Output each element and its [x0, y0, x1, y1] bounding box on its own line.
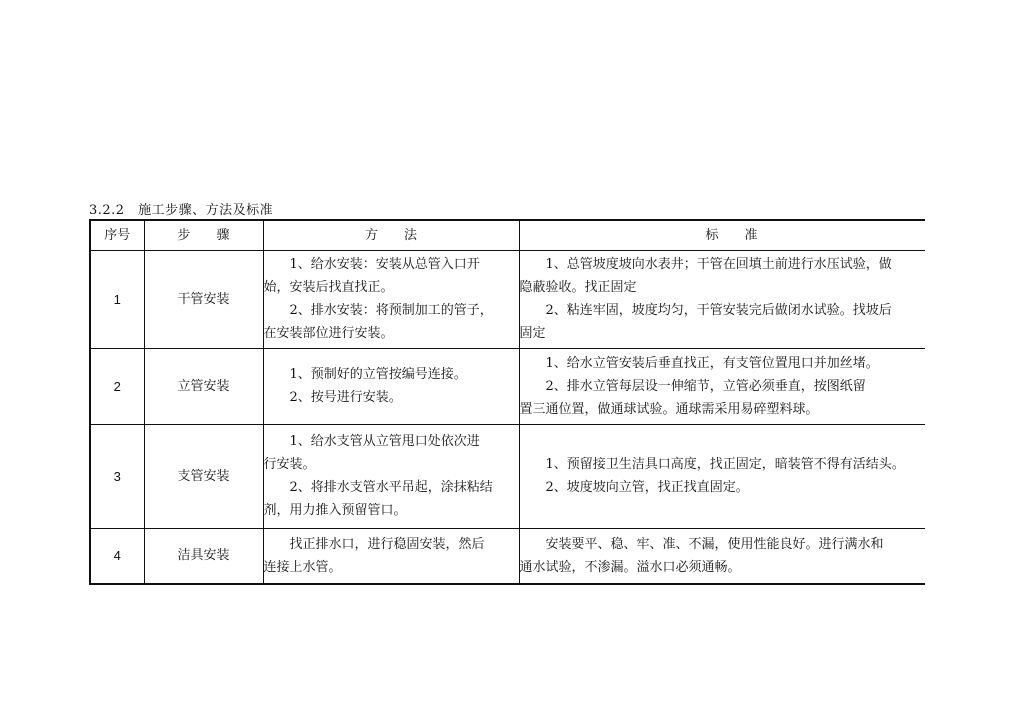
- step-name: 洁具安装: [144, 528, 263, 584]
- standard-cell: [519, 424, 925, 528]
- construction-steps-table: [89, 219, 925, 585]
- section-heading: 3.2.2 施工步骤、方法及标准: [89, 203, 274, 218]
- standard-line: 2、排水立管每层设一伸缩节，立管必须垂直，按图纸留: [545, 378, 866, 394]
- standard-cell: [519, 528, 925, 584]
- method-line: 行安装。: [263, 457, 316, 472]
- table-row: [90, 528, 925, 584]
- standard-line: 2、粘连牢固，坡度均匀，干管安装完后做闭水试验。找坡后: [545, 303, 892, 318]
- table-header-row: [90, 220, 925, 250]
- method-line: 2、将排水支管水平吊起，涂抹粘结: [289, 480, 493, 495]
- method-line: 剂，用力推入预留管口。: [263, 503, 407, 518]
- row-number: 3: [90, 424, 144, 528]
- step-name: 立管安装: [144, 348, 263, 424]
- method-line: 2、排水安装：将预制加工的管子，: [289, 303, 493, 318]
- method-line: 连接上水管。: [263, 559, 342, 575]
- method-line: 找正排水口，进行稳固安装，然后: [289, 536, 485, 552]
- method-line: 1、给水安装：安装从总管入口开: [289, 257, 480, 272]
- table-row: [90, 250, 925, 348]
- standard-line: 置三通位置，做通球试验。通球需采用易碎塑料球。: [519, 401, 819, 417]
- row-number: 1: [90, 250, 144, 348]
- standard-line: 1、给水立管安装后垂直找正，有支管位置甩口并加丝堵。: [545, 355, 879, 371]
- table-row: [90, 348, 925, 424]
- row-number: 2: [90, 348, 144, 424]
- standard-cell: [519, 348, 925, 424]
- method-cell: [263, 424, 519, 528]
- table-row: [90, 424, 925, 528]
- header-step: 步 骤: [144, 220, 263, 250]
- method-cell: [263, 250, 519, 348]
- standard-line: 隐蔽验收。找正固定: [519, 280, 637, 295]
- method-line: 始，安装后找直找正。: [263, 280, 394, 295]
- header-method: 方 法: [263, 220, 519, 250]
- header-no: 序号: [90, 220, 144, 250]
- standard-line: 安装要平、稳、牢、准、不漏，使用性能良好。进行满水和: [545, 536, 884, 552]
- step-name: 干管安装: [144, 250, 263, 348]
- method-cell: [263, 528, 519, 584]
- standard-cell: [519, 250, 925, 348]
- method-line: 1、给水支管从立管甩口处依次进: [289, 434, 480, 449]
- standard-line: 1、预留接卫生洁具口高度，找正固定，暗装管不得有活结头。: [545, 457, 905, 472]
- header-standard: 标 准: [519, 220, 925, 250]
- standard-line: 2、坡度坡向立管，找正找直固定。: [545, 480, 749, 495]
- row-number: 4: [90, 528, 144, 584]
- method-line: 1、预制好的立管按编号连接。: [289, 367, 467, 382]
- method-line: 在安装部位进行安装。: [263, 326, 394, 341]
- standard-line: 固定: [519, 326, 546, 341]
- step-name: 支管安装: [144, 424, 263, 528]
- standard-line: 1、总管坡度坡向水表井；干管在回填土前进行水压试验，做: [545, 257, 892, 272]
- method-cell: [263, 348, 519, 424]
- method-line: 2、按号进行安装。: [289, 390, 402, 405]
- standard-line: 通水试验，不渗漏。溢水口必须通畅。: [519, 559, 741, 575]
